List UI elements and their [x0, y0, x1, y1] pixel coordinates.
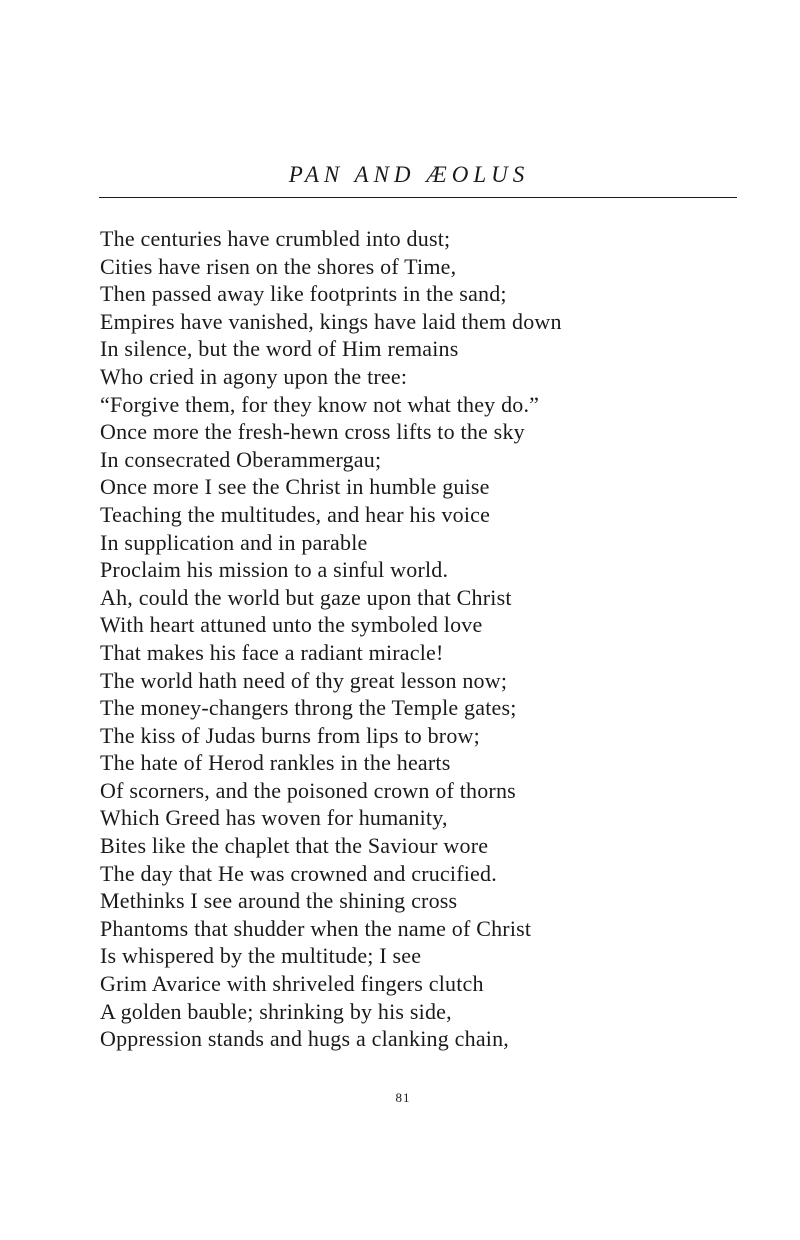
- poem-body: [100, 225, 760, 1053]
- poem-line: Who cried in agony upon the tree:: [100, 363, 408, 389]
- poem-line: The centuries have crumbled into dust;: [100, 226, 451, 251]
- poem-line: Bites like the chaplet that the Saviour wore: [100, 833, 489, 859]
- poem-line: “Forgive them, for they know not what they do.”: [100, 391, 540, 417]
- poem-line: The world hath need of thy great lesson now;: [100, 667, 508, 693]
- poem-line: Cities have risen on the shores of Time,: [100, 253, 457, 279]
- poem-line: In supplication and in parable: [100, 529, 368, 555]
- poem-line: The day that He was crowned and crucified.: [100, 860, 497, 886]
- poem-line: The money-changers throng the Temple gates;: [100, 695, 517, 721]
- running-title: PAN AND ÆOLUS: [288, 162, 530, 187]
- poem-line: Grim Avarice with shriveled fingers clutch: [100, 971, 484, 997]
- poem-line: Once more the fresh-hewn cross lifts to the sky: [100, 419, 525, 445]
- poem-line: A golden bauble; shrinking by his side,: [100, 998, 452, 1024]
- poem-line: Methinks I see around the shining cross: [100, 888, 458, 914]
- poem-line: With heart attuned unto the symboled love: [100, 612, 483, 638]
- poem-line: Which Greed has woven for humanity,: [100, 805, 448, 831]
- poem-line: The kiss of Judas burns from lips to brow;: [100, 722, 480, 748]
- poem-line: The hate of Herod rankles in the hearts: [100, 750, 451, 776]
- header-rule: [99, 197, 737, 198]
- poem-line: In consecrated Oberammergau;: [100, 446, 382, 472]
- poem-line: Empires have vanished, kings have laid them down: [100, 308, 562, 334]
- poem-line: Oppression stands and hugs a clanking chain,: [100, 1026, 510, 1052]
- poem-line: Is whispered by the multitude; I see: [100, 943, 422, 969]
- poem-line: Phantoms that shudder when the name of Christ: [100, 915, 532, 941]
- poem-line: Once more I see the Christ in humble guise: [100, 474, 490, 500]
- poem-line: In silence, but the word of Him remains: [100, 336, 459, 362]
- poem-line: Ah, could the world but gaze upon that Christ: [100, 584, 512, 610]
- page-number: 81: [395, 1090, 411, 1105]
- poem-line: Of scorners, and the poisoned crown of thorns: [100, 777, 516, 803]
- poem-line: That makes his face a radiant miracle!: [100, 639, 444, 665]
- poem-line: Proclaim his mission to a sinful world.: [100, 557, 449, 583]
- poem-line: Teaching the multitudes, and hear his voice: [100, 501, 491, 527]
- poem-line: Then passed away like footprints in the sand;: [100, 281, 507, 307]
